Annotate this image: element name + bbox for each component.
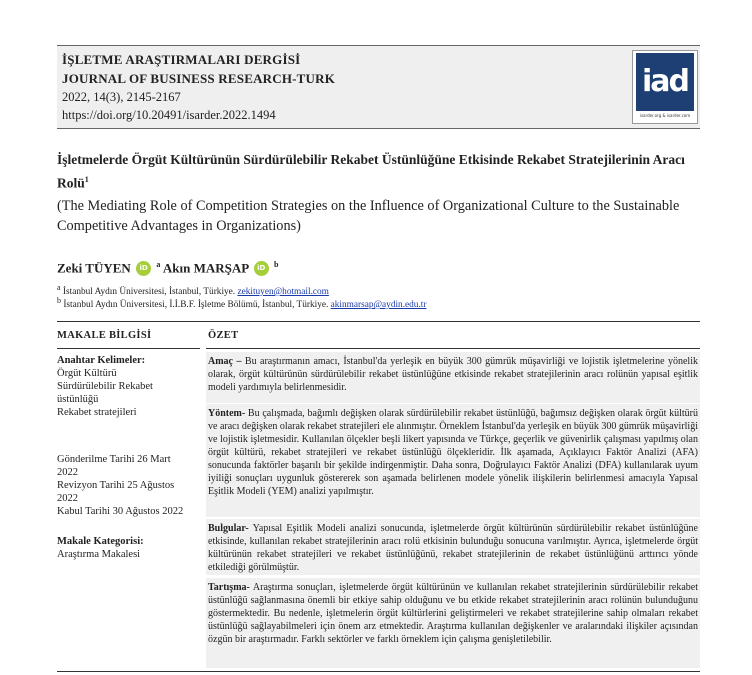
date-line: Gönderilme Tarihi 26 Mart — [57, 454, 171, 465]
doi-link[interactable]: https://doi.org/10.20491/isarder.2022.1494 — [62, 108, 276, 122]
author-1-sup: a — [156, 260, 161, 269]
affiliation-a — [57, 283, 329, 297]
orcid-icon[interactable]: iD — [136, 261, 151, 276]
discussion-label: Tartışma- — [208, 582, 250, 593]
journal-header — [57, 45, 700, 129]
section-divider-bottom — [57, 671, 700, 672]
journal-logo-mark: iad — [636, 53, 694, 111]
author-1-name: Zeki TÜYEN — [57, 260, 131, 276]
affiliation-b-sup: b — [57, 296, 61, 305]
orcid-icon[interactable]: iD — [254, 261, 269, 276]
abstract-divider — [206, 348, 700, 349]
date-line: Kabul Tarihi 30 Ağustos 2022 — [57, 506, 184, 517]
abstract-method — [206, 404, 700, 517]
purpose-text: Bu araştırmanın amacı, İstanbul'da yerleşik en büyük 300 gümrük müşavirliği ve lojistik işletmelerine yönelik olarak, örgüt kültürünün sürdürülebilir rekabet üstünlüğüne etkisinde rekabet stratejilerinin aracı rolünün yapısal eşitlik modeli yardımıyla belirlenmesidir. — [208, 356, 698, 393]
abstract-purpose — [206, 352, 700, 403]
purpose-label: Amaç – — [208, 356, 242, 367]
discussion-text: Araştırma sonuçları, işletmelerde örgüt kültürünün ve kullanılan rekabet stratejilerinin sürdürülebilir rekabet üstünlüğü sağlanmasına önemli bir etkiye sahip olduğunu ve bu etkide rekabet stratejilerinin aracı rolünün bulunduğunu göstermektedir. Bu nedenle, işletmelerin örgüt kültürlerini geliştirmeleri ve rekabet stratejilerine sahip olmaları rekabet üstünlüğü sağlayabilmeleri için önem arz etmektedir. Araştırma kullanılan değişkenler ve aralarındaki ilişkiler açısından özgün bir araştırmadır. Farklı sektörler ve farklı örneklem için çalışma genişletilebilir. — [208, 582, 698, 645]
keyword-item: Rekabet stratejileri — [57, 407, 137, 418]
section-divider-top — [57, 321, 700, 322]
citation-info: 2022, 14(3), 2145-2167 — [62, 90, 181, 104]
journal-name-en: JOURNAL OF BUSINESS RESEARCH-TURK — [62, 71, 336, 86]
category-value: Araştırma Makalesi — [57, 549, 141, 560]
affiliation-b-text: İstanbul Aydın Üniversitesi, İ.İ.B.F. İşletme Bölümü, İstanbul, Türkiye. — [63, 300, 329, 311]
keyword-item: Örgüt Kültürü — [57, 368, 117, 379]
journal-logo — [632, 50, 698, 124]
findings-text: Yapısal Eşitlik Modeli analizi sonucunda, işletmelerde örgüt kültürünün sürdürülebilir rekabet üstünlüğüne etkisinde, kullanılan rekabet stratejilerinin aracı rolü etkisinin bulunduğu sonucuna varılmıştır. Ayrıca, işletmelerde örgüt kültürünün rekabet stratejileri ve rekabet üstünlüğünü, rekabet stratejilerinin de rekabet üstünlüğünü arttırıcı yönde etkilediği görülmüştür. — [208, 523, 698, 573]
article-info-divider — [57, 348, 200, 349]
author-2-sup: b — [273, 260, 279, 269]
keywords-label: Anahtar Kelimeler: — [57, 355, 146, 366]
journal-logo-url: isarder.org & isarder.com — [639, 113, 691, 118]
author-1-email-link[interactable]: zekituyen@hotmail.com — [237, 287, 329, 298]
article-info-heading: MAKALE BİLGİSİ — [57, 330, 152, 341]
article-title-tr — [57, 150, 707, 194]
abstract-findings — [206, 519, 700, 575]
findings-label: Bulgular- — [208, 523, 249, 534]
title-footnote-mark: 1 — [84, 175, 89, 184]
author-2-name: Akın MARŞAP — [162, 260, 249, 276]
affiliation-a-text: İstanbul Aydın Üniversitesi, İstanbul, Türkiye. — [62, 287, 236, 298]
date-line: Revizyon Tarihi 25 Ağustos — [57, 480, 175, 491]
article-title-en: (The Mediating Role of Competition Strategies on the Influence of Organizational Culture to the Sustainable Competitive Advantages in Organizations) — [57, 198, 680, 234]
date-line: 2022 — [57, 493, 78, 504]
affiliation-a-sup: a — [57, 283, 61, 292]
author-line — [57, 260, 278, 276]
article-info-column — [57, 354, 202, 561]
method-text: Bu çalışmada, bağımlı değişken olarak sürdürülebilir rekabet üstünlüğü, bağımsız değişken olarak örgüt kültürü ve aracı değişken olarak rekabet stratejileri ele alınmıştır. Örneklem İstanbul'da yerleşik en büyük 300 gümrük müşavirliği ve lojistik işletmesidir. Kullanılan ölçekler beşli likert yapısında ve Türkçe, geçerlik ve güvenirlik çalışması yapılmış olan örgüt kültürü, rekabet stratejileri ve rekabet üstünlüğü ölçekleridir. İlk aşamada, Açıklayıcı Faktör Analizi (AFA) sonucunda faktörler başarılı bir şekilde indirgenmiştir. Daha sonra, Doğrulayıcı Faktör Analizi (DFA) kullanılarak uyum iyiliği sonuçları uygunluk göstererek son aşamada belirlenen modele yönelik ilişkilerin belirlenmesi amacıyla Yapısal Eşitlik Modeli (YEM) analizi yapılmıştır. — [208, 408, 698, 497]
keyword-item: üstünlüğü — [57, 394, 99, 405]
method-label: Yöntem- — [208, 408, 246, 419]
keyword-item: Sürdürülebilir Rekabet — [57, 381, 153, 392]
author-2-email-link[interactable]: akinmarsap@aydin.edu.tr — [330, 300, 427, 311]
abstract-heading: ÖZET — [208, 330, 239, 341]
category-label: Makale Kategorisi: — [57, 536, 144, 547]
abstract-discussion — [206, 578, 700, 668]
affiliation-b — [57, 296, 426, 310]
date-line: 2022 — [57, 467, 78, 478]
article-title-tr-text: İşletmelerde Örgüt Kültürünün Sürdürülebilir Rekabet Üstünlüğüne Etkisinde Rekabet Stratejilerinin Aracı Rolü — [57, 152, 685, 191]
journal-name-tr: İŞLETME ARAŞTIRMALARI DERGİSİ — [62, 52, 301, 67]
